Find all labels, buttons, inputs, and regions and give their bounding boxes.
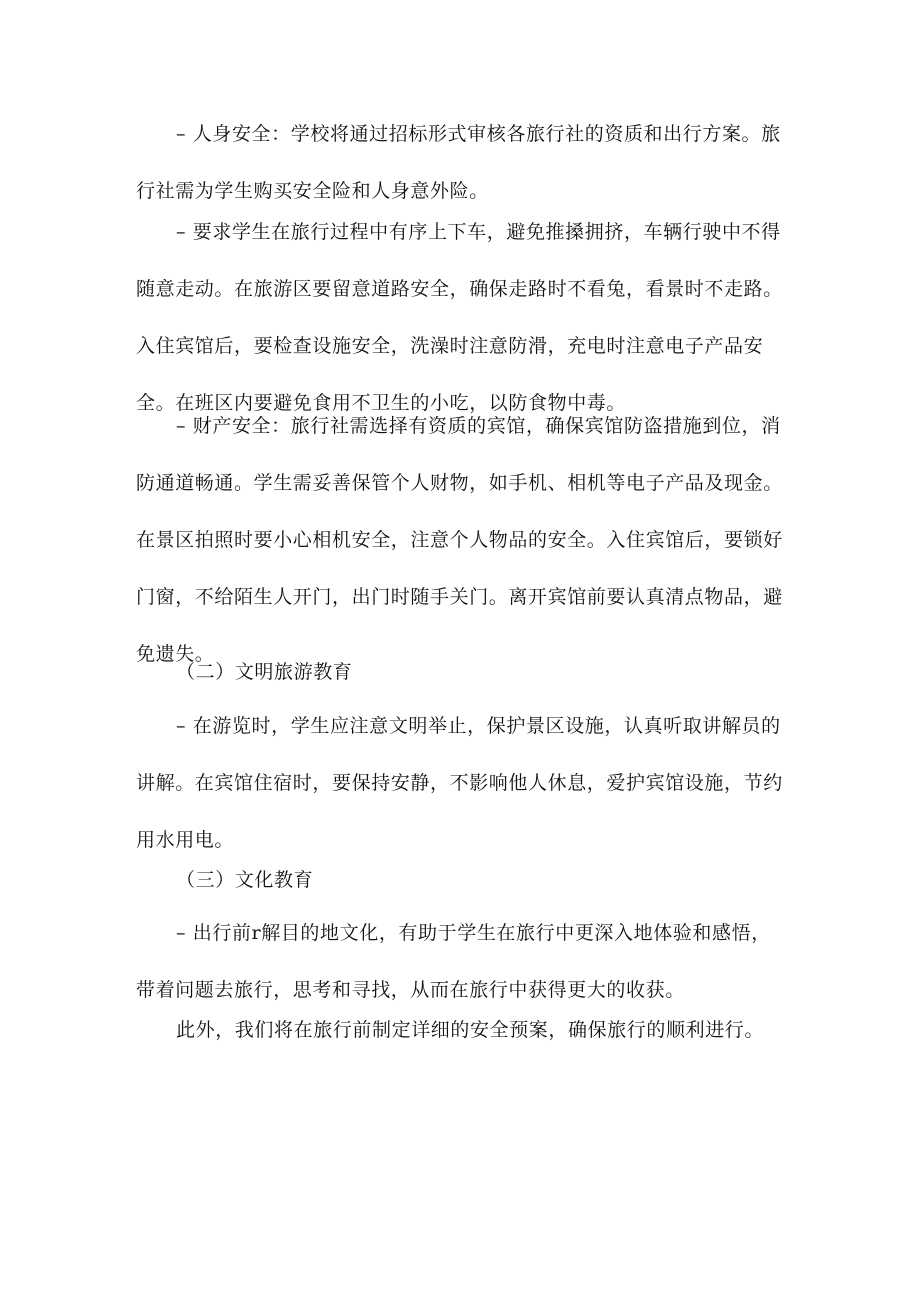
paragraph-personal-safety: – 人身安全：学校将通过招标形式审核各旅行社的资质和出行方案。旅行社需为学生购买安全险和人身意外险。 [136, 123, 781, 202]
paragraph-property-safety: – 财产安全：旅行社需选择有资质的宾馆，确保宾馆防盗措施到位，消防通道畅通。学生需妥善保管个人财物，如手机、相机等电子产品及现金。在景区拍照时要小心相机安全，注意个人物品的安全。入住宾馆后，要锁好门窗，不给陌生人开门，出门时随手关门。离开宾馆前要认真清点物品，避免遗失。 [136, 415, 783, 665]
section-heading-civilized-travel: （二）文明旅游教育 [176, 661, 353, 683]
paragraph-conclusion: 此外，我们将在旅行前制定详细的安全预案，确保旅行的顺利进行。 [176, 1019, 765, 1041]
paragraph-travel-conduct: – 要求学生在旅行过程中有序上下车，避免推搡拥挤，车辆行驶中不得随意走动。在旅游区要留意道路安全，确保走路时不看兔，看景时不走路。入住宾馆后，要检查设施安全，洗澡时注意防滑，充电时注意电子产品安全。在班区内要避免食用不卫生的小吃，以防食物中毒。 [136, 221, 783, 414]
section-heading-cultural-education: （三）文化教育 [176, 869, 314, 891]
paragraph-cultural-preparation: – 出行前r解目的地文化，有助于学生在旅行中更深入地体验和感悟，带着问题去旅行，思考和寻找，从而在旅行中获得更大的收获。 [136, 922, 771, 1001]
paragraph-civilized-conduct: – 在游览时，学生应注意文明举止，保护景区设施，认真听取讲解员的讲解。在宾馆住宿时，要保持安静，不影响他人休息，爱护宾馆设施，节约用水用电。 [136, 715, 783, 851]
